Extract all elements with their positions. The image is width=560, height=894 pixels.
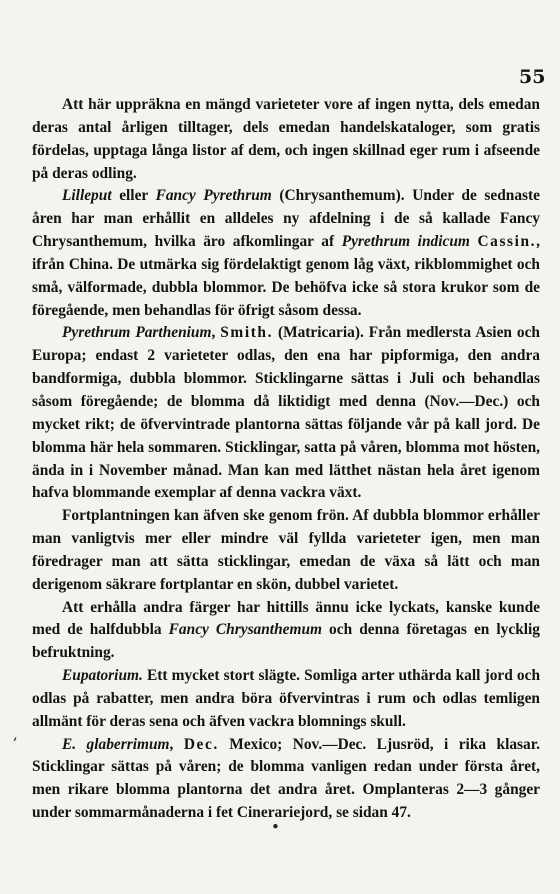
text-segment: , ifrån China. De utmärka sig fördelaktigt genom låg växt, rikblommighet och små, välformade, dubbla blommor. De behöfva icke så stora krukor som de föregående, men behandlas för öfrigt såsom dessa.	[32, 233, 540, 319]
paragraph-6	[32, 665, 540, 734]
text-segment: (Matricaria). Från medlersta Asien och Europa; endast 2 varieteter odlas, den ena har pipformiga, den andra bandformiga, dubbla blommor. Sticklingarne sättas i Juli och behandlas såsom föregående; de blomma då liktidigt med denna (Nov.—Dec.) och mycket rikt; de öfvervintrade plantorna sättas följande vår på kall jord. De blomma här hela sommaren. Sticklingar, satta på våren, blomma mot hösten, ända in i November månad. Man kan med lätthet nästan hela året igenom hafva blommande exemplar af denna vackra växt.	[32, 324, 540, 502]
text-segment: Att här uppräkna en mängd varieteter vore af ingen nytta, dels emedan deras antal årligen tilltager, dels emedan handelskataloger, som gratis fördelas, upptaga långa listor af dem, och ingen skillnad eger rum i afseende på deras odling.	[32, 96, 540, 182]
text-segment: eller	[111, 187, 156, 205]
text-segment: Mexico; Nov.—Dec. Ljusröd, i rika klasar. Sticklingar sättas på våren; de blomma vanligen redan under första året, men rikare blomma plantorna det andra året. Omplanteras 2—3 gånger under sommarmånaderna i fet Cinerariejord, se sidan 47.	[32, 735, 540, 822]
page-number: 55	[519, 66, 546, 88]
text-segment: ,	[211, 324, 221, 342]
margin-mark: ,	[13, 725, 18, 743]
paragraph-7	[32, 734, 540, 825]
text-segment: Fortplantningen kan äfven ske genom frön. Af dubbla blommor erhåller man vanligtvis mer eller mindre väl fyllda varieteter igen, men man föredrager man att sätta sticklingar, emedan de växa så lätt och man derigenom säkrare fortplantar en skön, dubbel varietet.	[32, 507, 540, 593]
text-segment: ,	[169, 735, 184, 753]
text-segment: Eupatorium.	[62, 667, 143, 685]
stray-dot: •	[271, 818, 280, 836]
paragraph-2	[32, 185, 540, 322]
text-segment: Pyrethrum Parthenium	[62, 324, 212, 342]
text-segment: Ett mycket stort slägte. Somliga arter uthärda kall jord och odlas på rabatter, men andra böra öfvervintras i rum och odlas temligen allmänt för deras sena och äfven vackra blomnings skull.	[32, 667, 540, 730]
text-segment: Att erhålla andra färger har hittills ännu icke lyckats, kanske kunde med de halfdubbla	[32, 598, 540, 639]
text-segment: Fancy Pyrethrum	[155, 187, 272, 205]
paragraph-1	[32, 94, 540, 185]
text-segment: Fancy Chrysanthemum	[168, 621, 322, 639]
body-text	[32, 94, 540, 825]
text-segment: och denna företagas en lycklig befruktning.	[32, 621, 541, 662]
paragraph-3	[32, 322, 540, 505]
text-segment: Lilleput	[62, 187, 112, 205]
paragraph-4	[32, 505, 540, 596]
text-segment: E. glaberrimum	[62, 735, 170, 753]
text-segment: (Chrysanthemum). Under de sednaste åren har man erhållit en alldeles ny afdelning i de så kallade Fancy Chrysanthemum, hvilka äro afkomlingar af	[32, 187, 540, 251]
text-segment: Dec.	[183, 735, 219, 753]
text-segment: Pyrethrum indicum	[341, 233, 470, 251]
text-segment: Cassin.	[477, 233, 537, 251]
paragraph-5	[32, 597, 540, 666]
text-segment: Smith.	[220, 324, 274, 342]
